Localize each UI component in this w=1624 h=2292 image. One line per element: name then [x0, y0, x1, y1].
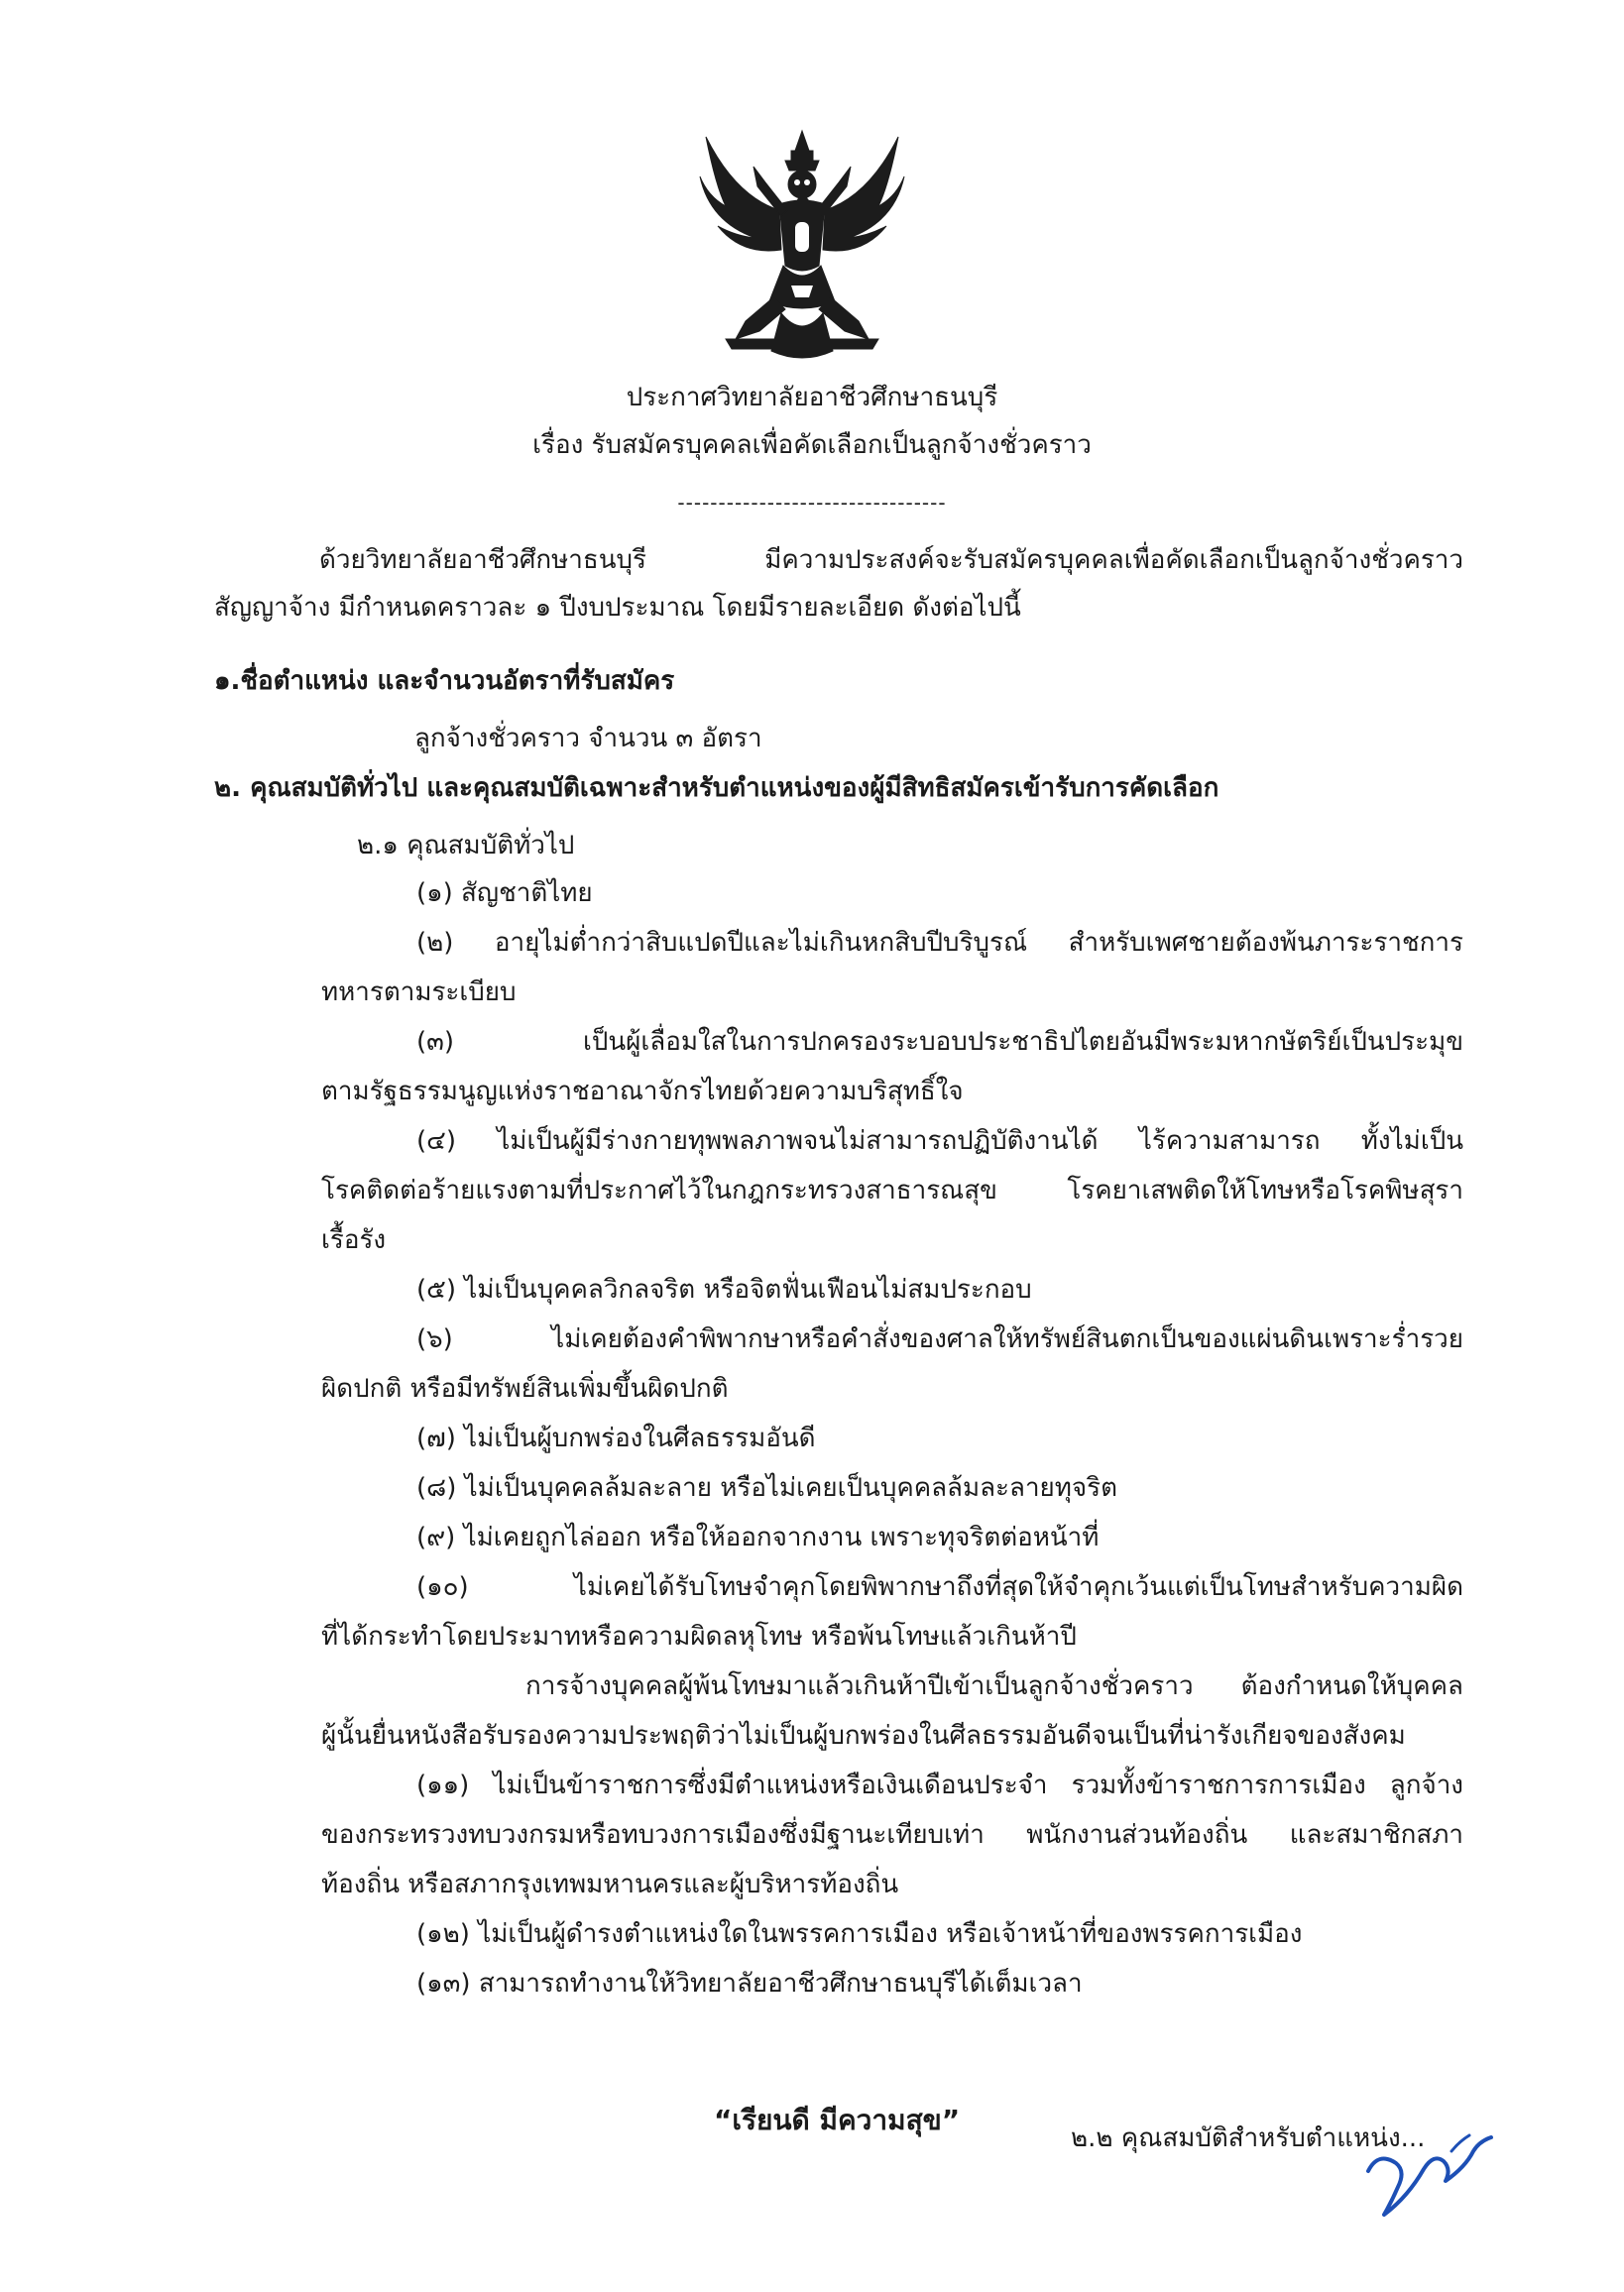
- announcement-title: ประกาศวิทยาลัยอาชีวศึกษาธนบุรี: [626, 383, 998, 412]
- item-10-line-2: ที่ได้กระทำโดยประมาทหรือความผิดลหุโทษ หรือพ้นโทษแล้วเกินห้าปี: [321, 1622, 1077, 1652]
- announcement-subject: เรื่อง รับสมัครบุคคลเพื่อคัดเลือกเป็นลูกจ้างชั่วคราว: [532, 430, 1092, 460]
- item-12: (๑๒) ไม่เป็นผู้ดำรงตำแหน่งใดในพรรคการเมือง หรือเจ้าหน้าที่ของพรรคการเมือง: [416, 1919, 1303, 1949]
- item-6-line-2: ผิดปกติ หรือมีทรัพย์สินเพิ่มขึ้นผิดปกติ: [321, 1374, 729, 1404]
- continuation-note: ๒.๒ คุณสมบัติสำหรับตำแหน่ง...: [1071, 2123, 1426, 2153]
- section-2-1-heading: ๒.๑ คุณสมบัติทั่วไป: [357, 831, 575, 860]
- item-1: (๑) สัญชาติไทย: [416, 878, 593, 908]
- item-6-line-1: (๖) ไม่เคยต้องคำพิพากษาหรือคำสั่งของศาลให้ทรัพย์สินตกเป็นของแผ่นดินเพราะร่ำรวย: [416, 1324, 1463, 1354]
- intro-line-2: สัญญาจ้าง มีกำหนดคราวละ ๑ ปีงบประมาณ โดยมีรายละเอียด ดังต่อไปนี้: [214, 593, 1021, 623]
- item-2-line-1: (๒) อายุไม่ต่ำกว่าสิบแปดปีและไม่เกินหกสิบปีบริบูรณ์ สำหรับเพศชายต้องพ้นภาระราชการ: [416, 928, 1463, 958]
- item-9: (๙) ไม่เคยถูกไล่ออก หรือให้ออกจากงาน เพราะทุจริตต่อหน้าที่: [416, 1523, 1100, 1552]
- item-4-line-2: โรคติดต่อร้ายแรงตามที่ประกาศไว้ในกฎกระทรวงสาธารณสุข โรคยาเสพติดให้โทษหรือโรคพิษสุรา: [321, 1176, 1463, 1205]
- item-2-line-2: ทหารตามระเบียบ: [321, 977, 517, 1007]
- item-3-line-1: (๓) เป็นผู้เลื่อมใสในการปกครองระบอบประชาธิปไตยอันมีพระมหากษัตริย์เป็นประมุข: [416, 1027, 1463, 1057]
- divider: ---------------------------------: [677, 491, 947, 515]
- intro-line-1: ด้วยวิทยาลัยอาชีวศึกษาธนบุรี มีความประสงค์จะรับสมัครบุคคลเพื่อคัดเลือกเป็นลูกจ้างชั่วคราว: [319, 545, 1463, 575]
- item-10-line-1: (๑๐) ไม่เคยได้รับโทษจำคุกโดยพิพากษาถึงที่สุดให้จำคุกเว้นแต่เป็นโทษสำหรับความผิด: [416, 1572, 1463, 1602]
- footer-slogan: “เรียนดี มีความสุข”: [714, 2104, 961, 2136]
- item-4-line-1: (๔) ไม่เป็นผู้มีร่างกายทุพพลภาพจนไม่สามารถปฏิบัติงานได้ ไร้ความสามารถ ทั้งไม่เป็น: [416, 1126, 1463, 1156]
- garuda-emblem-icon: [696, 127, 908, 365]
- item-11-line-3: ท้องถิ่น หรือสภากรุงเทพมหานครและผู้บริหารท้องถิ่น: [321, 1870, 899, 1899]
- section-1-heading: ๑.ชื่อตำแหน่ง และจำนวนอัตราที่รับสมัคร: [214, 666, 675, 696]
- item-10-line-3: การจ้างบุคคลผู้พ้นโทษมาแล้วเกินห้าปีเข้าเป็นลูกจ้างชั่วคราว ต้องกำหนดให้บุคคล: [525, 1671, 1463, 1701]
- signature-icon: [1348, 2112, 1507, 2231]
- section-2-heading: ๒. คุณสมบัติทั่วไป และคุณสมบัติเฉพาะสำหรับตำแหน่งของผู้มีสิทธิสมัครเข้ารับการคัดเลือก: [214, 773, 1219, 803]
- item-3-line-2: ตามรัฐธรรมนูญแห่งราชอาณาจักรไทยด้วยความบริสุทธิ์ใจ: [321, 1077, 964, 1106]
- item-10-line-4: ผู้นั้นยื่นหนังสือรับรองความประพฤติว่าไม่เป็นผู้บกพร่องในศีลธรรมอันดีจนเป็นที่น่ารังเกียจของสังคม: [321, 1721, 1406, 1751]
- item-11-line-2: ของกระทรวงทบวงกรมหรือทบวงการเมืองซึ่งมีฐานะเทียบเท่า พนักงานส่วนท้องถิ่น และสมาชิกสภา: [321, 1820, 1463, 1850]
- item-8: (๘) ไม่เป็นบุคคลล้มละลาย หรือไม่เคยเป็นบุคคลล้มละลายทุจริต: [416, 1473, 1118, 1503]
- item-13: (๑๓) สามารถทำงานให้วิทยาลัยอาชีวศึกษาธนบุรีได้เต็มเวลา: [416, 1969, 1083, 1999]
- item-7: (๗) ไม่เป็นผู้บกพร่องในศีลธรรมอันดี: [416, 1424, 816, 1453]
- section-1-body: ลูกจ้างชั่วคราว จำนวน ๓ อัตรา: [414, 724, 762, 753]
- item-4-line-3: เรื้อรัง: [321, 1225, 387, 1255]
- item-11-line-1: (๑๑) ไม่เป็นข้าราชการซึ่งมีตำแหน่งหรือเงินเดือนประจำ รวมทั้งข้าราชการการเมือง ลูกจ้าง: [416, 1771, 1463, 1800]
- item-5: (๕) ไม่เป็นบุคคลวิกลจริต หรือจิตฟั่นเฟือนไม่สมประกอบ: [416, 1275, 1032, 1305]
